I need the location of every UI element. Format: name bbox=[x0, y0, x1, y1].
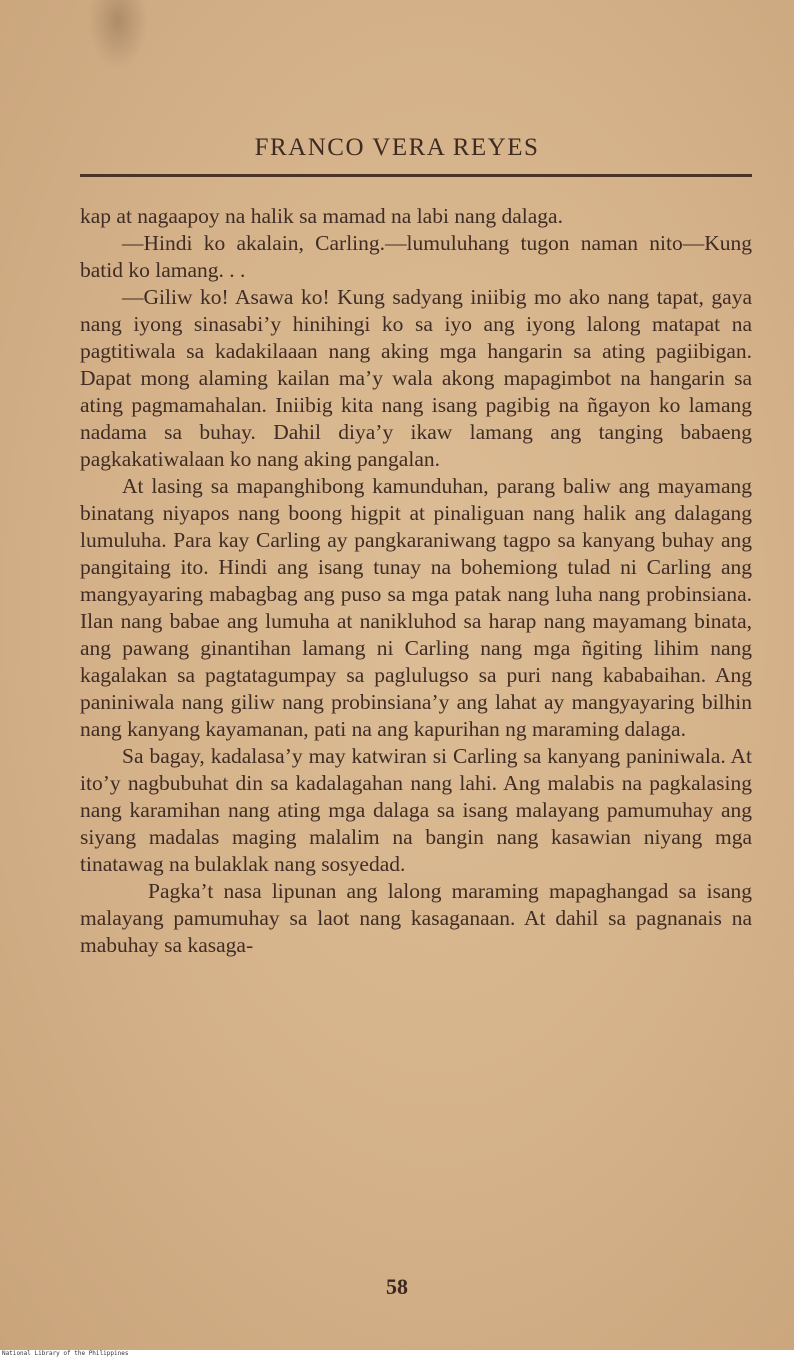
page-stain bbox=[88, 0, 148, 70]
body-text bbox=[80, 203, 752, 959]
page-number: 58 bbox=[386, 1274, 408, 1299]
paragraph: kap at nagaapoy na halik sa mamad na labi nang dalaga. bbox=[80, 204, 563, 228]
paragraph: —Giliw ko! Asawa ko! Kung sadyang iniibig mo ako nang tapat, gaya nang iyong sinasabi’y hinihingi ko sa iyo ang iyong lalong matapat na pagtitiwala sa kadakilaaan nang aking mga hangarin sa ating pagiibigan. Dapat mong alaming kailan ma’y wala akong mapagimbot na hangarin sa ating pagmamahalan. Iniibig kita nang isang pagibig na ñgayon ko lamang nadama sa buhay. Dahil diya’y ikaw lamang ang tanging babaeng pagkakatiwalaan ko nang aking pangalan. bbox=[80, 285, 752, 471]
library-credit: National Library of the Philippines bbox=[2, 1350, 129, 1357]
running-head: FRANCO VERA REYES bbox=[254, 134, 540, 161]
paragraph: At lasing sa mapanghibong kamunduhan, parang baliw ang mayamang binatang niyapos nang boong higpit at pinaliguan nang halik ang dalagang lumuluha. Para kay Carling ay pangkaraniwang tagpo sa kanyang buhay ang pangitaing ito. Hindi ang isang tunay na bohemiong tulad ni Carling ang mangyayaring mabagbag ang puso sa mga patak nang luha nang probinsiana. Ilan nang babae ang lumuha at nanikluhod sa harap nang mayamang binata, ang pawang ginantihan lamang ni Carling nang mga ñgiting lihim nang kagalakan sa pagtatagumpay sa paglulugso sa puri nang kababaihan. Ang paniniwala nang giliw nang probinsiana’y ang lahat ay mangyayaring bilhin nang kanyang kayamanan, pati na ang kapurihan ng maraming dalaga. bbox=[80, 474, 752, 741]
paragraph: Sa bagay, kadalasa’y may katwiran si Carling sa kanyang paniniwala. At ito’y nagbubuhat din sa kadalagahan nang lahi. Ang malabis na pagkalasing nang karamihan nang ating mga dalaga sa isang malayang pamumuhay ang siyang madalas maging malalim na bangin nang kasawian niyang mga tinatawag na bulaklak nang sosyedad. bbox=[80, 744, 752, 876]
paragraph: —Hindi ko akalain, Carling.—lumuluhang tugon naman nito—Kung batid ko lamang. . . bbox=[80, 231, 752, 282]
header-rule bbox=[80, 174, 752, 177]
paragraph: Pagka’t nasa lipunan ang lalong maraming mapaghangad sa isang malayang pamumuhay sa laot nang kasaganaan. At dahil sa pagnanais na mabuhay sa kasaga- bbox=[80, 879, 752, 957]
